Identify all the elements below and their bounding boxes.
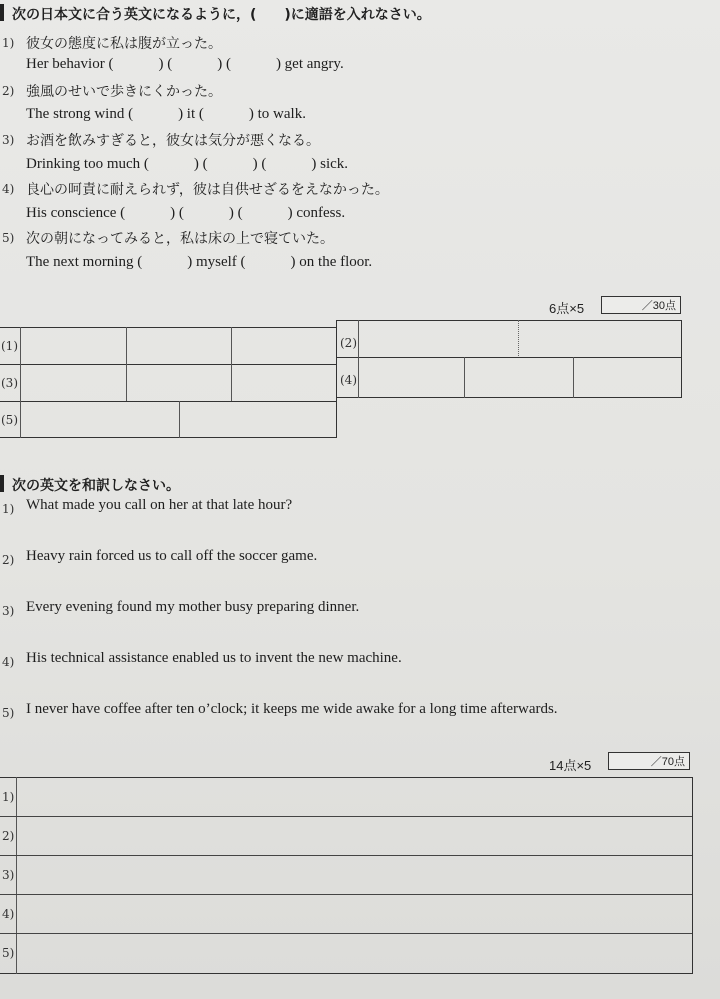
s2-answer-row-5[interactable]	[17, 934, 691, 972]
s2-answer-label-3: 3)	[2, 868, 15, 882]
s1-answer-label-4: (4)	[340, 373, 357, 387]
s1-q3-number: 3)	[2, 133, 15, 147]
s2-q1-english: What made you call on her at that late hour?	[26, 497, 293, 513]
s2-q5-english: I never have coffee after ten o’clock; it keeps me wide awake for a long time afterwards.	[26, 701, 558, 717]
s1-q4-number: 4)	[2, 182, 15, 196]
s1-answer-label-1: (1)	[1, 339, 18, 353]
s1-q5-japanese: 次の朝になってみると，私は床の上で寝ていた。	[26, 231, 334, 247]
section1-marker	[0, 4, 4, 21]
s1-answer-row-4[interactable]	[336, 357, 682, 398]
s1-answer-row-5[interactable]	[0, 401, 337, 438]
s1-answer-label-5: (5)	[1, 413, 18, 427]
s2-answer-label-2: 2)	[2, 829, 15, 843]
s1-score-box: ／30点	[601, 296, 681, 314]
s1-answer-row-3[interactable]	[0, 364, 337, 402]
s1-q2-number: 2)	[2, 84, 15, 98]
s2-score-box: ／70点	[608, 752, 690, 770]
s2-q2-english: Heavy rain forced us to call off the soccer game.	[26, 548, 318, 564]
s2-q4-english: His technical assistance enabled us to invent the new machine.	[26, 650, 402, 666]
s2-q2-number: 2)	[2, 553, 15, 567]
s1-q2-japanese: 強風のせいで歩きにくかった。	[26, 84, 222, 100]
s1-q3-japanese: お酒を飲みすぎると，彼女は気分が悪くなる。	[26, 133, 320, 149]
s1-q4-japanese: 良心の呵責に耐えられず，彼は自供せざるをえなかった。	[26, 182, 389, 198]
s1-answer-label-2: (2)	[340, 336, 357, 350]
s2-q1-number: 1)	[2, 502, 15, 516]
s1-q5-number: 5)	[2, 231, 15, 245]
s2-answer-row-4[interactable]	[17, 895, 691, 932]
s1-answer-label-3: (3)	[1, 376, 18, 390]
s1-answer-row-2[interactable]	[336, 320, 682, 358]
section2-instruction: 次の英文を和訳しなさい。	[12, 478, 180, 494]
s1-q5-english: The next morning ( ) myself ( ) on the floor.	[26, 254, 373, 270]
s1-q1-number: 1)	[2, 36, 15, 50]
section2-marker	[0, 475, 4, 492]
s2-q3-number: 3)	[2, 604, 15, 618]
s1-answer-row-1[interactable]	[0, 327, 337, 365]
section1-instruction: 次の日本文に合う英文になるように，( )に適語を入れなさい。	[12, 7, 431, 23]
s2-answer-row-1[interactable]	[17, 778, 691, 815]
s1-q4-english: His conscience ( ) ( ) ( ) confess.	[26, 205, 346, 221]
s2-answer-label-5: 5)	[2, 946, 15, 960]
s2-answer-row-3[interactable]	[17, 856, 691, 893]
s2-q5-number: 5)	[2, 706, 15, 720]
s1-q1-english: Her behavior ( ) ( ) ( ) get angry.	[26, 56, 344, 72]
s2-q3-english: Every evening found my mother busy preparing dinner.	[26, 599, 360, 615]
s1-q2-english: The strong wind ( ) it ( ) to walk.	[26, 106, 306, 122]
s1-q3-english: Drinking too much ( ) ( ) ( ) sick.	[26, 156, 349, 172]
s2-score-label: 14点×5	[549, 758, 592, 773]
s1-score-label: 6点×5	[549, 301, 585, 316]
s1-q1-japanese: 彼女の態度に私は腹が立った。	[26, 36, 222, 52]
s2-q4-number: 4)	[2, 655, 15, 669]
s2-answer-row-2[interactable]	[17, 817, 691, 854]
s2-answer-label-1: 1)	[2, 790, 15, 804]
s2-answer-label-4: 4)	[2, 907, 15, 921]
